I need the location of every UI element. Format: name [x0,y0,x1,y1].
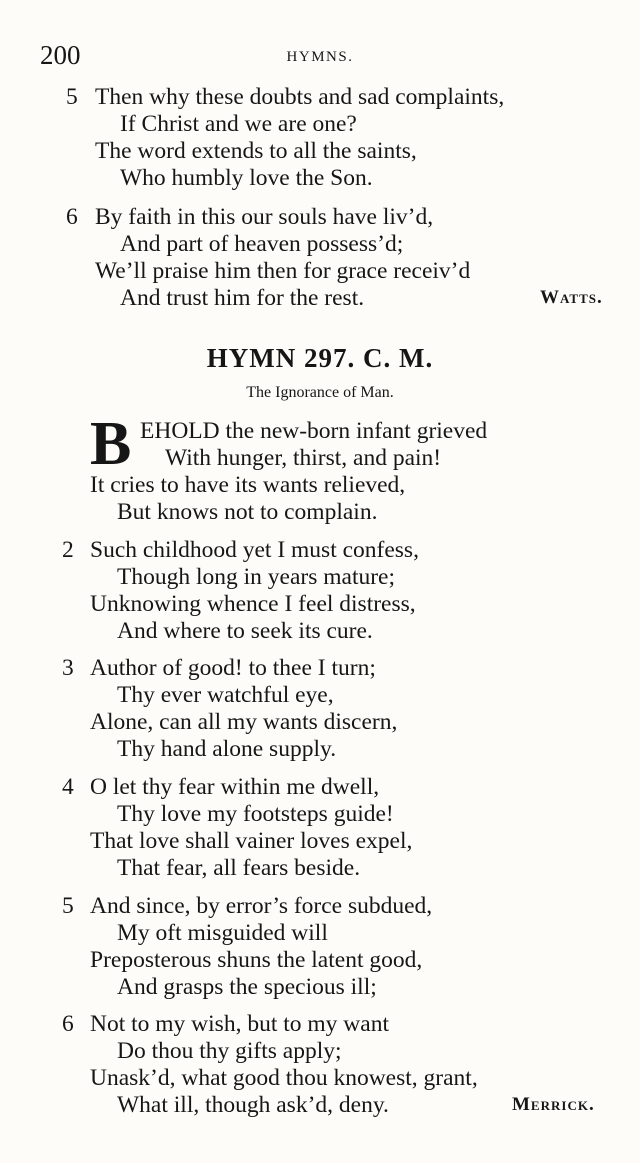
verse-line: That fear, all fears beside. [117,855,361,881]
verse-line: Do thou thy gifts apply; [117,1038,342,1064]
verse-line: Thy ever watchful eye, [117,682,334,708]
verse-line: Alone, can all my wants discern, [90,709,398,735]
verse-line: But knows not to complain. [117,499,378,525]
verse-line: EHOLD the new-born infant grieved [140,418,488,444]
verse-line: Preposterous shuns the latent good, [90,947,423,973]
verse-line: Thy hand alone supply. [117,736,337,762]
verse-line: And where to seek its cure. [117,618,373,644]
stanza-number: 6 [62,1011,74,1037]
verse-line: Then why these doubts and sad complaints, [95,84,505,110]
verse-line: We’ll praise him then for grace receiv’d [95,258,471,284]
author-attribution: Watts. [540,287,603,308]
verse-line: And since, by error’s force subdued, [90,893,433,919]
stanza-number: 3 [62,655,74,681]
stanza-number: 5 [62,893,74,919]
verse-line: By faith in this our souls have liv’d, [95,204,434,230]
verse-line: And part of heaven possess’d; [120,231,404,257]
verse-line: With hunger, thirst, and pain! [165,445,442,471]
verse-line: Author of good! to thee I turn; [90,655,376,681]
verse-line: O let thy fear within me dwell, [90,774,380,800]
verse-line: It cries to have its wants relieved, [90,472,406,498]
stanza-number: 5 [66,84,78,110]
verse-line: My oft misguided will [117,920,328,946]
hymn-subtitle: The Ignorance of Man. [246,384,394,401]
verse-line: Thy love my footsteps guide! [117,801,394,827]
drop-cap: B [90,410,132,478]
verse-line: And grasps the specious ill; [117,974,377,1000]
verse-line: Who humbly love the Son. [120,165,373,191]
stanza-number: 2 [62,537,74,563]
verse-line: Such childhood yet I must confess, [90,537,419,563]
author-attribution: Merrick. [512,1094,595,1115]
verse-line: If Christ and we are one? [120,111,357,137]
verse-line: And trust him for the rest. [120,285,365,311]
page-number: 200 [40,40,81,70]
verse-line: Unask’d, what good thou knowest, grant, [90,1065,478,1091]
verse-line: Not to my wish, but to my want [90,1011,389,1037]
verse-line: The word extends to all the saints, [95,138,417,164]
stanza-number: 4 [62,774,74,800]
verse-line: That love shall vainer loves expel, [90,828,413,854]
verse-line: Though long in years mature; [117,564,396,590]
hymn-title: HYMN 297. C. M. [206,343,434,373]
running-title: HYMNS. [286,49,354,65]
verse-line: What ill, though ask’d, deny. [117,1092,389,1118]
verse-line: Unknowing whence I feel distress, [90,591,416,617]
stanza-number: 6 [66,204,78,230]
